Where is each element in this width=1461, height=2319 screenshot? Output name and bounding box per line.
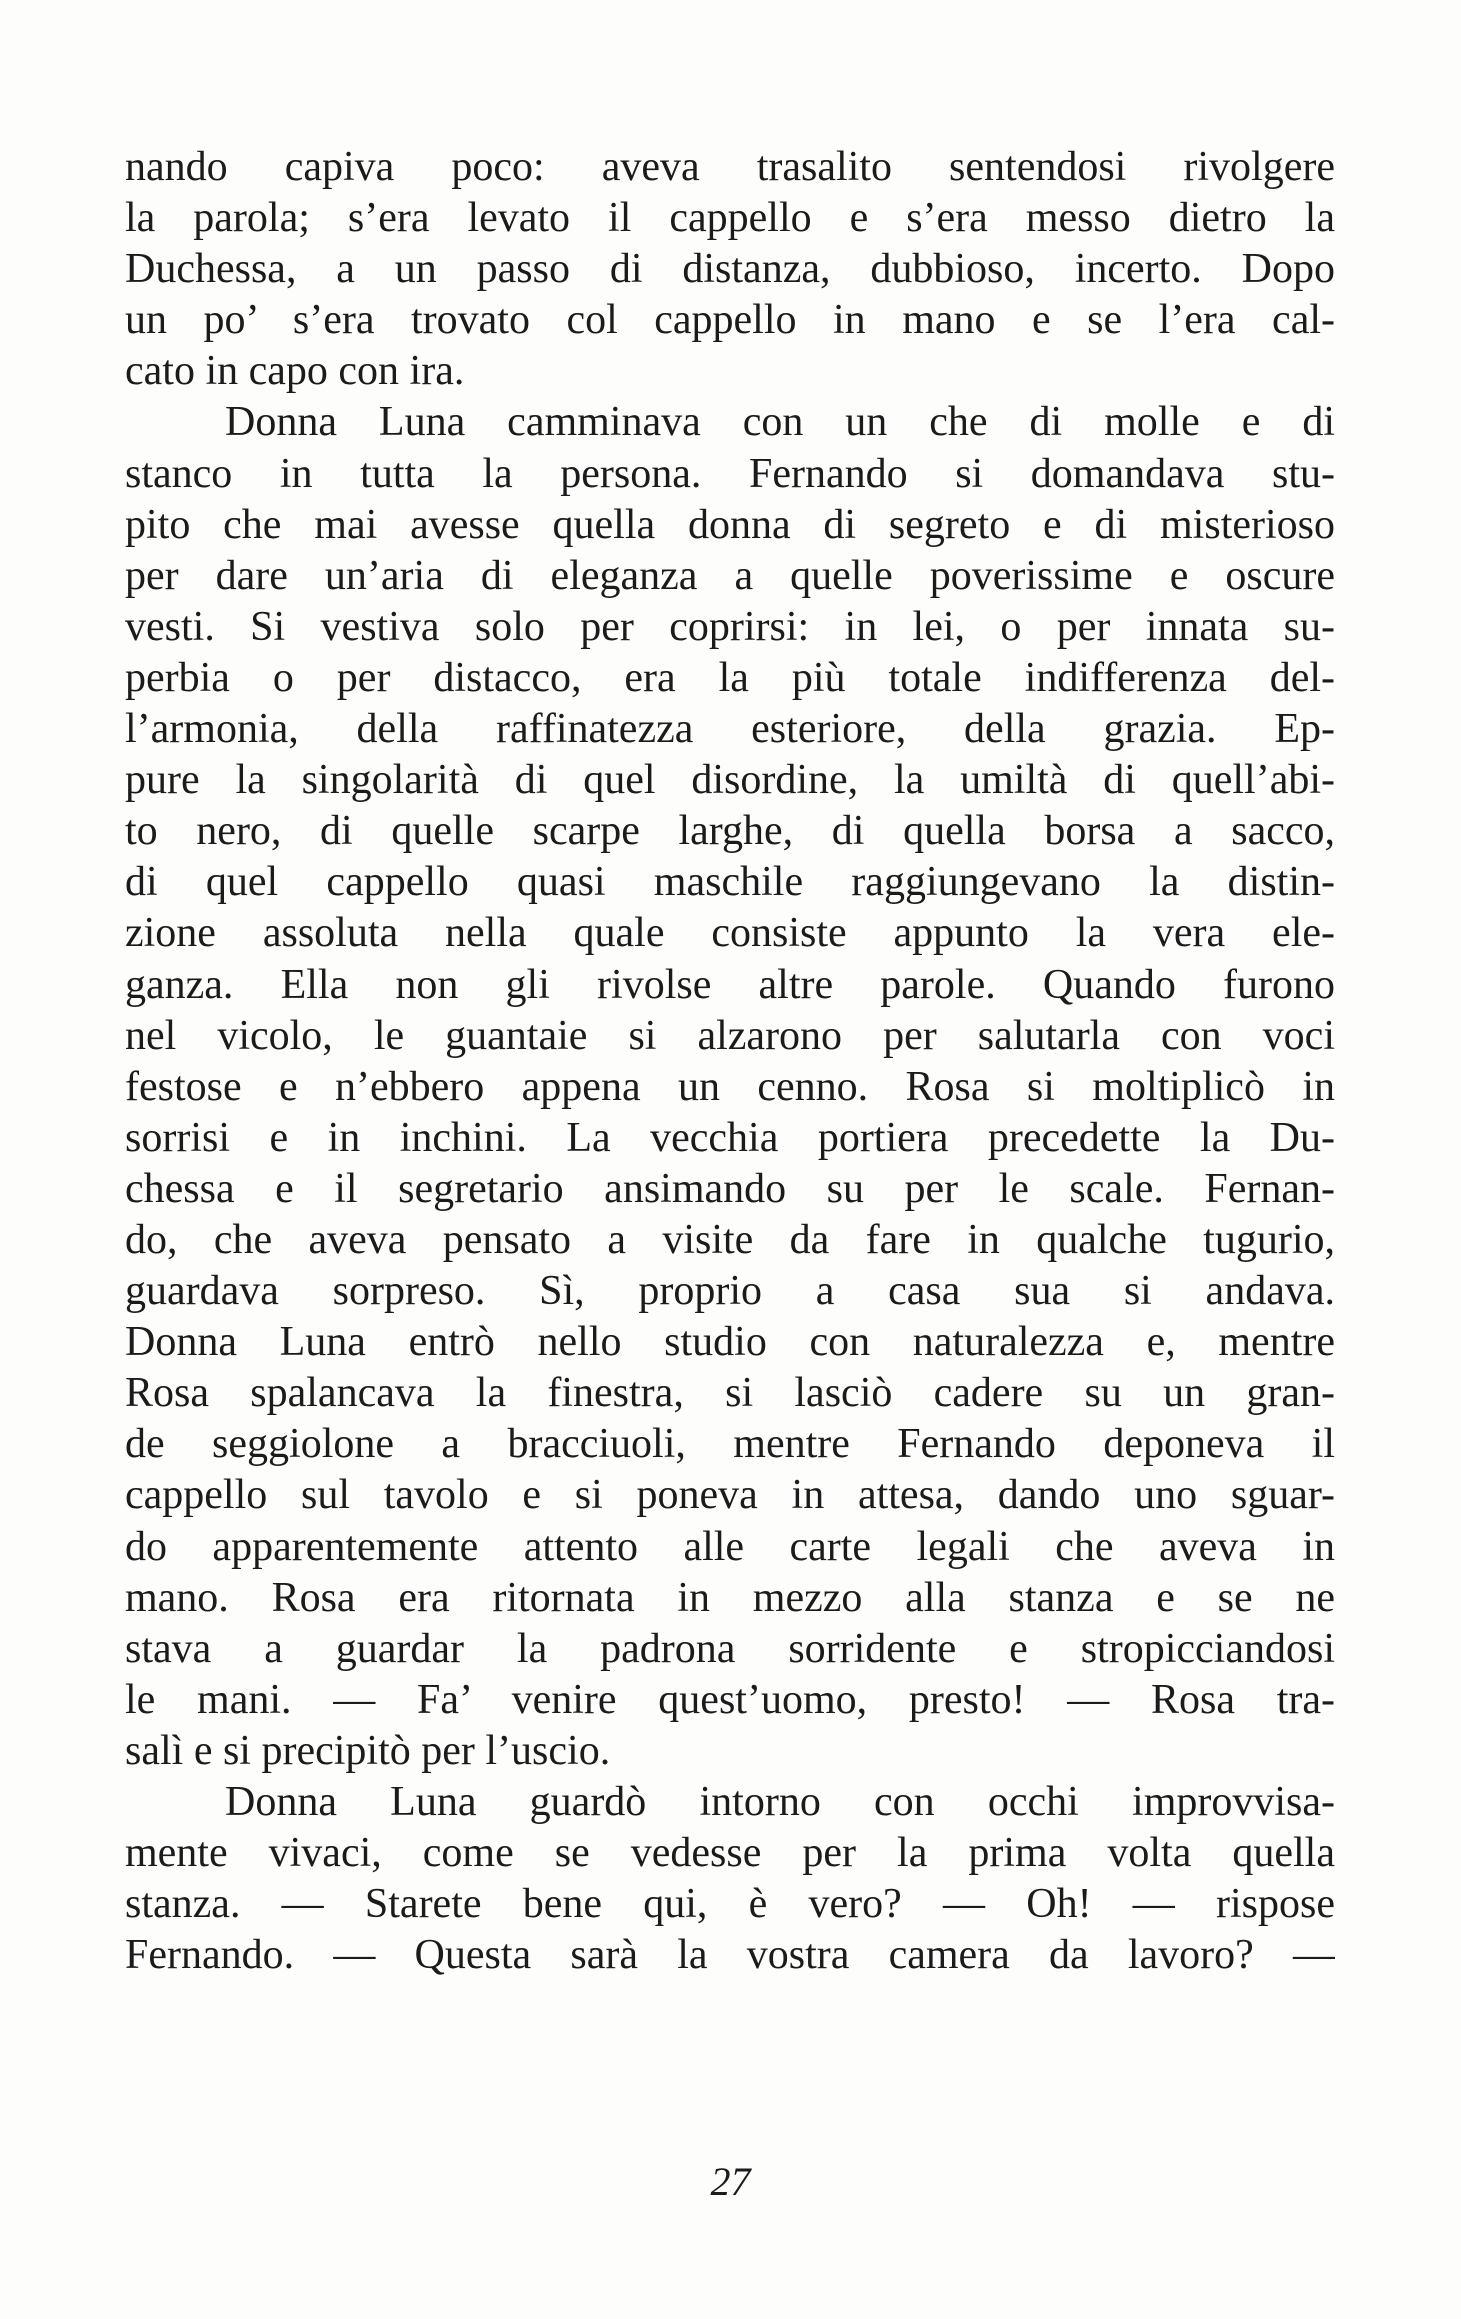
- text-line: Donna Luna guardò intorno con occhi improvvisa-: [225, 1779, 1335, 1825]
- text-line: to nero, di quelle scarpe larghe, di quella borsa a sacco,: [125, 808, 1335, 855]
- text-line: mano. Rosa era ritornata in mezzo alla stanza e se ne: [125, 1574, 1335, 1621]
- page-number: 27: [710, 2159, 751, 2204]
- text-line: de seggiolone a bracciuoli, mentre Fernando deponeva il: [125, 1421, 1335, 1468]
- text-line: festose e n’ebbero appena un cenno. Rosa si moltiplicò in: [125, 1063, 1335, 1110]
- text-line: nel vicolo, le guantaie si alzarono per salutarla con voci: [125, 1012, 1335, 1059]
- text-line: Rosa spalancava la finestra, si lasciò cadere su un gran-: [125, 1370, 1335, 1417]
- text-line: di quel cappello quasi maschile raggiungevano la distin-: [125, 859, 1335, 906]
- text-line: perbia o per distacco, era la più totale indifferenza del-: [125, 654, 1335, 701]
- text-line: stanza. — Starete bene qui, è vero? — Oh! — rispose: [125, 1881, 1335, 1928]
- text-line: mente vivaci, come se vedesse per la prima volta quella: [125, 1830, 1335, 1877]
- text-line: le mani. — Fa’ venire quest’uomo, presto! — Rosa tra-: [125, 1676, 1335, 1723]
- text-line: sorrisi e in inchini. La vecchia portiera precedette la Du-: [125, 1114, 1335, 1161]
- text-line: nando capiva poco: aveva trasalito sentendosi rivolgere: [125, 144, 1335, 190]
- text-line: zione assoluta nella quale consiste appunto la vera ele-: [125, 910, 1335, 957]
- text-line: vesti. Si vestiva solo per coprirsi: in lei, o per innata su-: [125, 603, 1335, 650]
- text-line: l’armonia, della raffinatezza esteriore, della grazia. Ep-: [125, 706, 1335, 753]
- text-line: ganza. Ella non gli rivolse altre parole. Quando furono: [125, 961, 1335, 1008]
- body-text: [125, 142, 1335, 1981]
- text-line: pure la singolarità di quel disordine, la umiltà di quell’abi-: [125, 757, 1335, 804]
- text-line: cato in capo con ira.: [125, 348, 465, 395]
- text-line: cappello sul tavolo e si poneva in attesa, dando uno sguar-: [125, 1472, 1335, 1519]
- text-line: Fernando. — Questa sarà la vostra camera da lavoro? —: [125, 1932, 1335, 1979]
- text-line: la parola; s’era levato il cappello e s’era messo dietro la: [125, 195, 1335, 242]
- text-line: stava a guardar la padrona sorridente e stropicciandosi: [125, 1625, 1335, 1672]
- text-line: salì e si precipitò per l’uscio.: [125, 1727, 611, 1774]
- text-line: stanco in tutta la persona. Fernando si domandava stu-: [125, 450, 1335, 497]
- text-line: per dare un’aria di eleganza a quelle poverissime e oscure: [125, 552, 1335, 599]
- text-line: do, che aveva pensato a visite da fare in qualche tugurio,: [125, 1216, 1335, 1263]
- text-line: Donna Luna entrò nello studio con naturalezza e, mentre: [125, 1319, 1335, 1366]
- text-line: Donna Luna camminava con un che di molle e di: [225, 399, 1335, 446]
- text-line: Duchessa, a un passo di distanza, dubbioso, incerto. Dopo: [125, 246, 1335, 293]
- text-line: chessa e il segretario ansimando su per le scale. Fernan-: [125, 1165, 1335, 1212]
- text-line: un po’ s’era trovato col cappello in mano e se l’era cal-: [125, 297, 1335, 344]
- text-line: pito che mai avesse quella donna di segreto e di misterioso: [125, 501, 1335, 548]
- text-line: guardava sorpreso. Sì, proprio a casa sua si andava.: [125, 1268, 1335, 1315]
- text-line: do apparentemente attento alle carte legali che aveva in: [125, 1523, 1335, 1570]
